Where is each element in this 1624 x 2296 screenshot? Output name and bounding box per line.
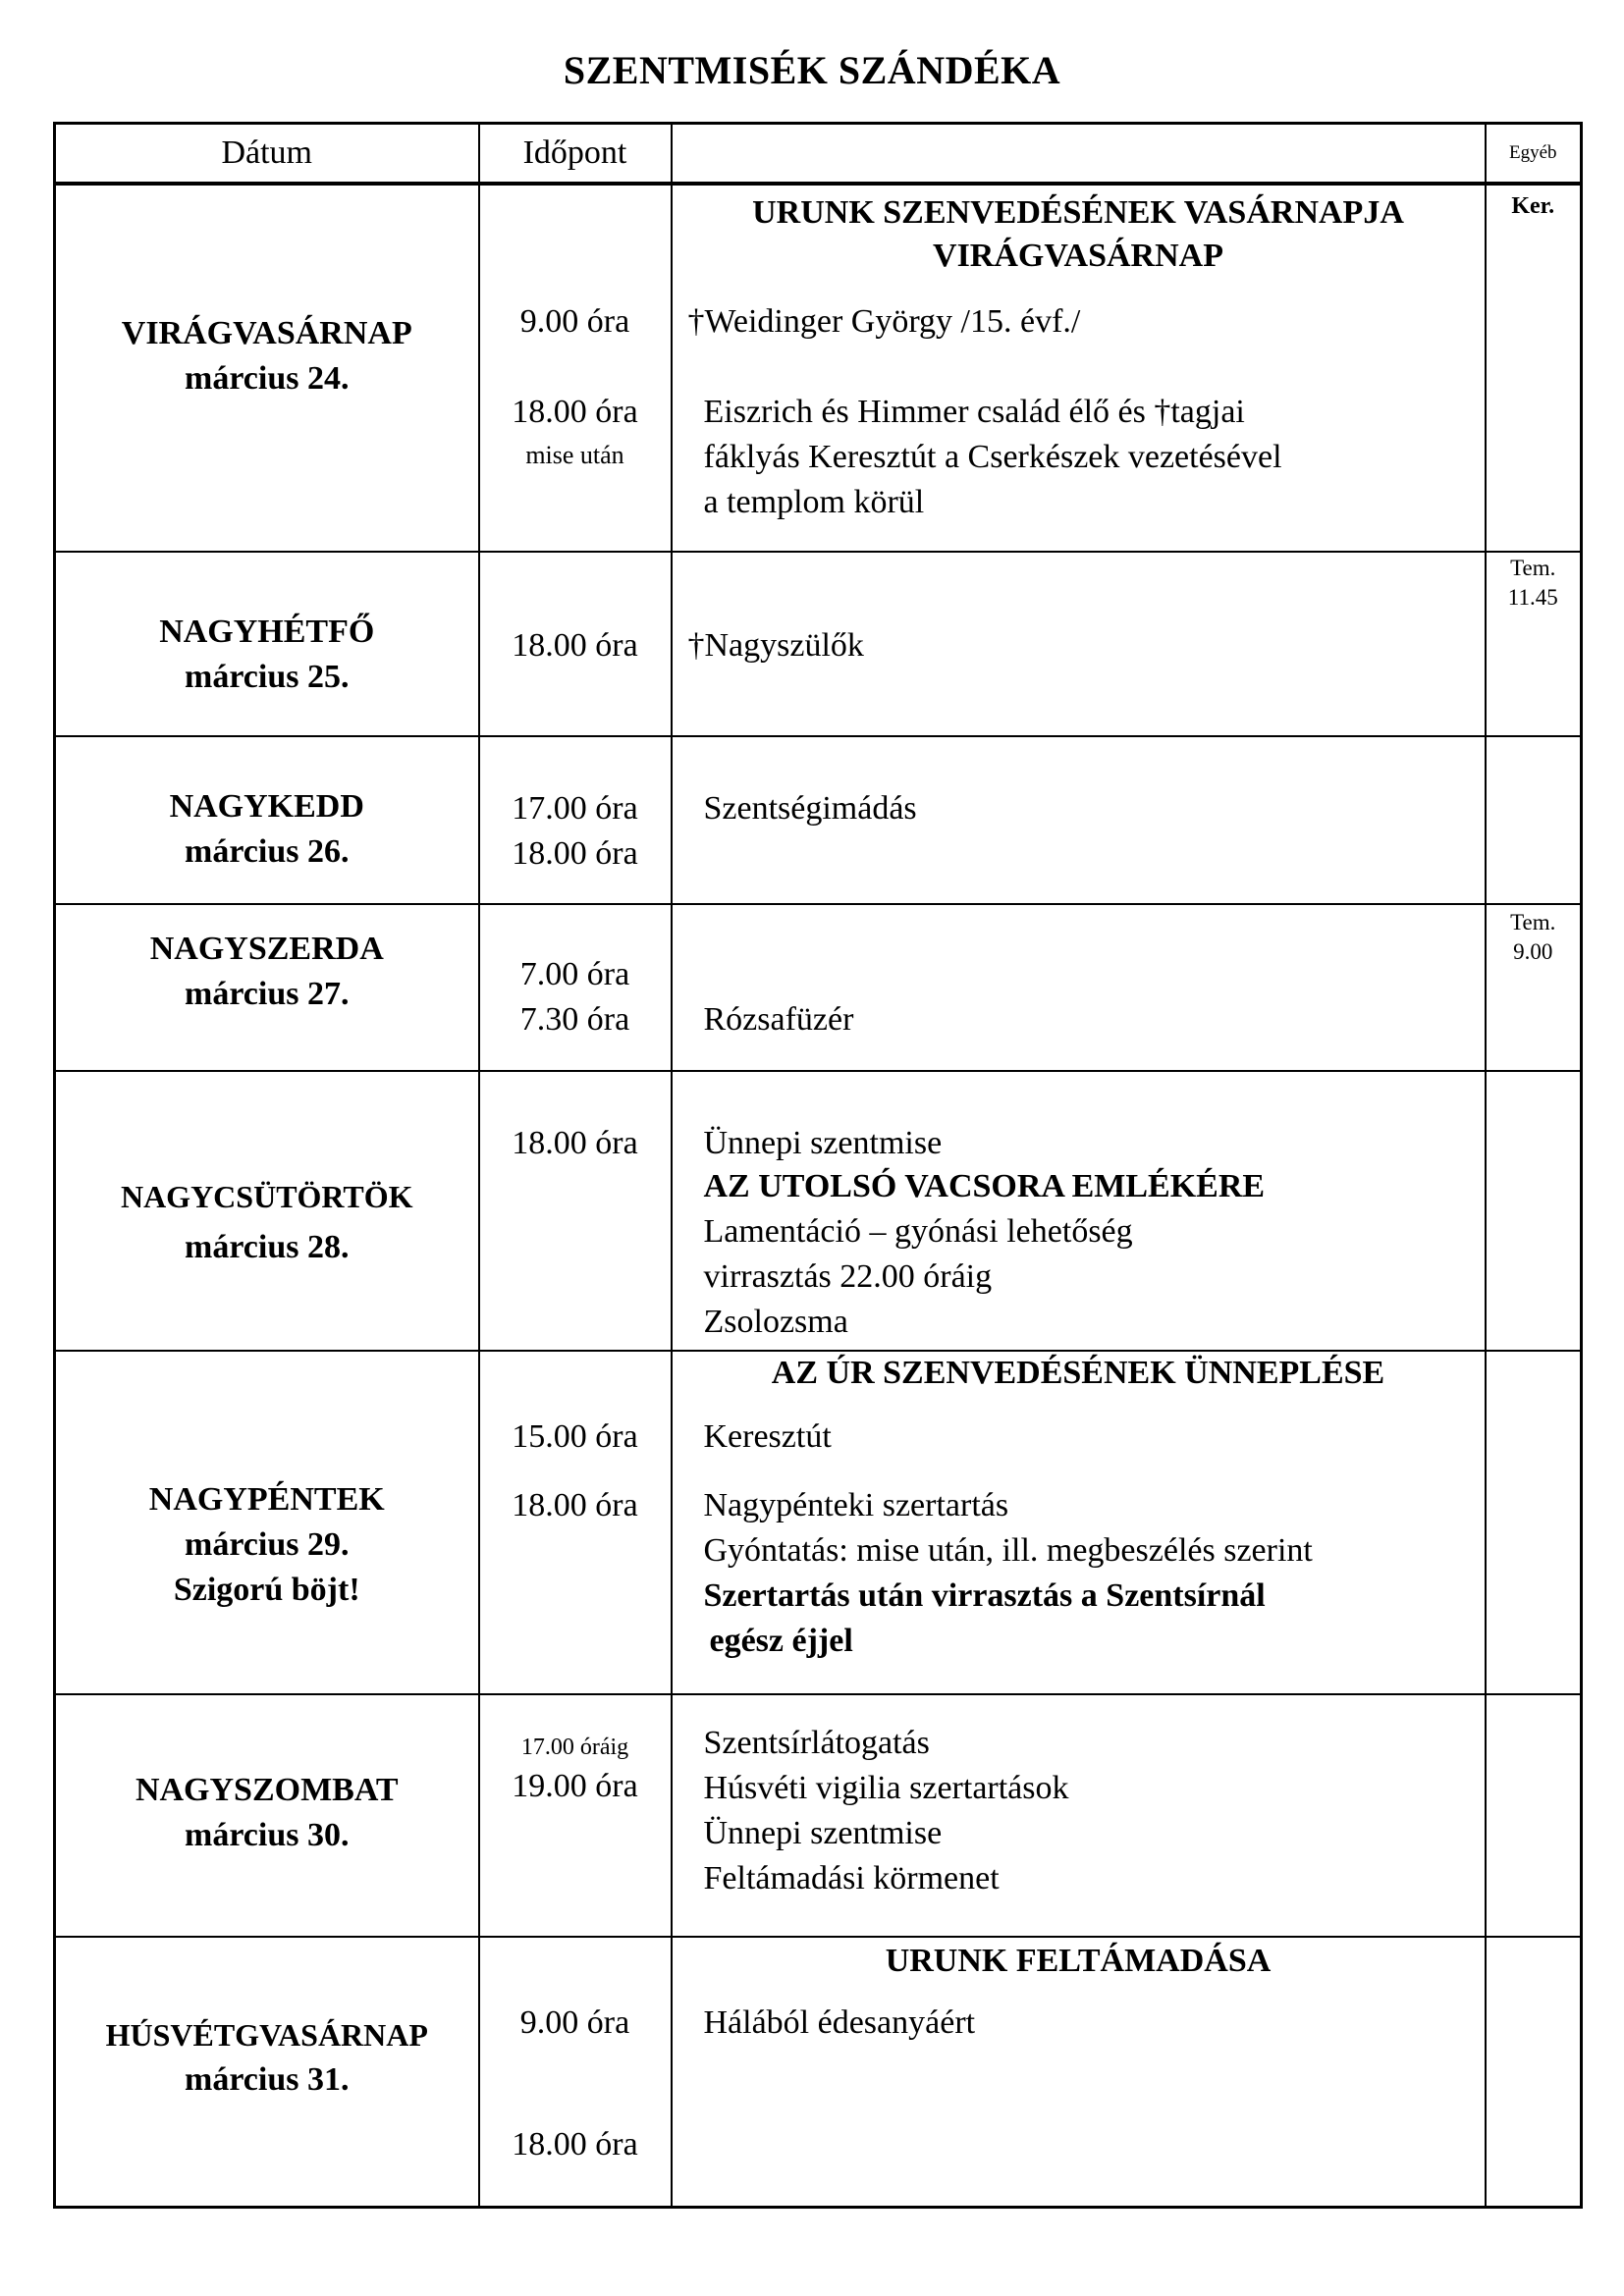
intention-cell [672,1351,1486,1694]
intention-text: Lamentáció – gyónási lehetőség [703,1212,1133,1250]
day-date: március 28. [185,1228,350,1265]
time-entry: 7.00 óra [519,955,630,992]
day-date: március 26. [185,833,350,871]
other-cell [1486,1694,1582,1937]
intention-text: Szentségimádás [703,790,917,828]
intention-text: Húsvéti vigilia szertartások [703,1770,1069,1807]
liturgical-heading: VIRÁGVASÁRNAP [933,238,1223,275]
intention-cell [672,904,1486,1071]
other-cell [1486,552,1582,736]
date-column-header: Dátum [55,124,479,185]
date-cell [55,184,479,552]
day-name: NAGYHÉTFŐ [159,614,375,651]
other-cell [1486,1071,1582,1351]
intention-cell [672,736,1486,903]
time-entry: 7.30 óra [519,1000,630,1038]
intention-text: Zsolozsma [703,1303,848,1340]
intention-cell [672,184,1486,552]
time-entry: 18.00 óra [512,2126,638,2163]
day-date: március 27. [185,975,350,1012]
day-name: HÚSVÉTGVASÁRNAP [105,2017,428,2054]
time-entry: 17.00 óráig [520,1735,629,1761]
time-cell [479,1071,672,1351]
date-cell [55,736,479,903]
time-cell [479,1937,672,2207]
intention-text: Nagypénteki szertartás [703,1486,1009,1523]
date-cell [55,1071,479,1351]
intention-cell [672,552,1486,736]
day-date: március 25. [185,659,350,696]
day-name: NAGYSZERDA [149,930,384,967]
time-entry: 18.00 óra [512,1124,638,1161]
intention-column-header [672,124,1486,185]
intention-text: a templom körül [703,484,925,521]
intention-text: Szentsírlátogatás [703,1725,930,1762]
liturgical-heading: URUNK FELTÁMADÁSA [885,1943,1272,1980]
day-date: március 31. [185,2061,350,2099]
other-note: 11.45 [1507,585,1558,611]
time-cell [479,904,672,1071]
table-row [55,184,1582,552]
intention-text: Ünnepi szentmise [703,1815,943,1852]
other-cell [1486,1351,1582,1694]
intention-text: virrasztás 22.00 óráig [703,1257,993,1295]
intention-text: Feltámadási körmenet [703,1860,1000,1897]
intention-text: Eiszrich és Himmer család élő és †tagjai [703,394,1245,431]
intention-text: fáklyás Keresztút a Cserkészek vezetésével [703,439,1282,476]
other-cell [1486,736,1582,903]
intention-text: Keresztút [703,1417,832,1455]
mass-schedule-table [53,122,1583,2209]
other-note: Tem. [1510,909,1556,934]
intention-text: egész éjjel [709,1622,853,1659]
time-entry: 9.00 óra [519,2004,630,2042]
date-cell [55,1694,479,1937]
time-cell [479,736,672,903]
intention-cell [672,1694,1486,1937]
day-name: VIRÁGVASÁRNAP [121,315,412,352]
table-row [55,1071,1582,1351]
intention-text: Szertartás után virrasztás a Szentsírnál [703,1576,1266,1614]
other-note: Ker. [1511,193,1555,220]
intention-text: †Nagyszülők [687,627,864,665]
intention-text: Ünnepi szentmise [703,1124,943,1161]
other-note: Tem. [1510,556,1556,581]
time-entry: 18.00 óra [512,1486,638,1523]
date-cell [55,552,479,736]
table-row [55,552,1582,736]
other-cell [1486,1937,1582,2207]
intention-cell [672,1071,1486,1351]
day-date: március 24. [185,360,350,398]
intention-text: Gyóntatás: mise után, ill. megbeszélés szerint [703,1531,1313,1569]
time-entry: 15.00 óra [512,1417,638,1455]
day-note: Szigorú böjt! [173,1571,360,1608]
table-row [55,736,1582,903]
date-cell [55,1351,479,1694]
day-name: NAGYSZOMBAT [135,1772,399,1809]
day-name: NAGYKEDD [169,788,364,826]
time-cell [479,1694,672,1937]
liturgical-heading: URUNK SZENVEDÉSÉNEK VASÁRNAPJA [752,194,1404,232]
day-date: március 30. [185,1817,350,1854]
date-cell [55,904,479,1071]
time-entry: 18.00 óra [512,835,638,873]
time-entry: 18.00 óra [512,627,638,665]
other-note: 9.00 [1513,938,1553,964]
table-row [55,1694,1582,1937]
other-cell [1486,904,1582,1071]
time-entry: 9.00 óra [519,303,630,341]
intention-cell [672,1937,1486,2207]
time-cell [479,184,672,552]
intention-text: AZ UTOLSÓ VACSORA EMLÉKÉRE [703,1167,1266,1204]
liturgical-heading: AZ ÚR SZENVEDÉSÉNEK ÜNNEPLÉSE [771,1354,1385,1391]
day-name: NAGYCSÜTÖRTÖK [120,1178,413,1214]
table-row [55,1351,1582,1694]
table-header-row [55,124,1582,185]
day-name: NAGYPÉNTEK [148,1480,385,1518]
time-entry: mise után [525,441,624,470]
page-title: SZENTMISÉK SZÁNDÉKA [563,48,1061,92]
time-entry: 19.00 óra [512,1768,638,1805]
date-cell [55,1937,479,2207]
time-entry: 18.00 óra [512,394,638,431]
intention-text: Rózsafüzér [703,1000,854,1038]
intention-text: Hálából édesanyáért [703,2004,976,2042]
day-date: március 29. [185,1525,350,1563]
other-cell [1486,184,1582,552]
time-cell [479,1351,672,1694]
time-cell [479,552,672,736]
time-column-header: Időpont [479,124,672,185]
intention-text: †Weidinger György /15. évf./ [687,303,1081,341]
table-row [55,904,1582,1071]
time-entry: 17.00 óra [512,790,638,828]
table-row [55,1937,1582,2207]
other-column-header: Egyéb [1486,124,1582,185]
